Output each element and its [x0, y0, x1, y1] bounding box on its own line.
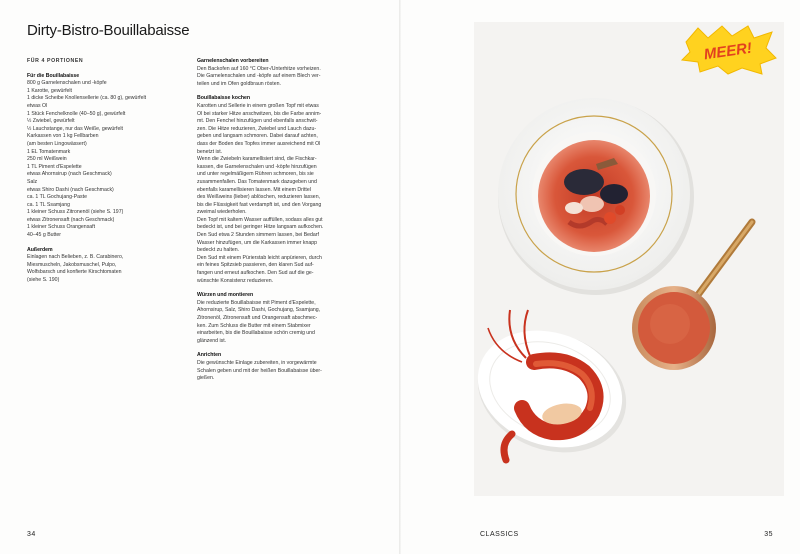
text-line: Wasser hinzufügen, um die Karkassen immer knapp	[197, 239, 318, 246]
text-line: Den Backofen auf 160 °C Ober-/Unterhitze vorheizen.	[197, 65, 321, 72]
text-line: 250 ml Weißwein	[27, 156, 67, 163]
text-line: ½ Lauchstange, nur das Weiße, gewürfelt	[27, 125, 123, 132]
text-line: etwas Öl	[27, 102, 48, 109]
text-line: Salz	[27, 178, 38, 185]
text-line: Die Garnelenschalen und -köpfe auf einem Blech ver-	[197, 73, 321, 80]
text-line: ebenfalls karamellisieren lassen. Mit einem Drittel	[197, 186, 311, 193]
book-gutter	[399, 0, 401, 554]
paragraph-gap	[197, 88, 357, 95]
text-line: 40–45 g Butter	[27, 232, 62, 239]
text-line: einarbeiten, bis die Bouillabaisse schön cremig und	[197, 330, 315, 337]
text-line: 800 g Garnelenschalen und -köpfe	[27, 80, 107, 87]
text-line: kassen, die Garnelenschalen und -köpfe hinzufügen	[197, 163, 317, 170]
text-line: ca. 1 TL Ssamjang	[27, 201, 70, 208]
text-line: dass der Boden des Topfes immer ausreichend mit Öl	[197, 140, 321, 147]
instructions-column	[197, 58, 357, 383]
paragraph-gap	[197, 345, 357, 352]
text-line: Ahornsirup, Salz, Shiro Dashi, Gochujang, Ssamjang,	[197, 307, 321, 314]
section-heading: Außerdem	[27, 246, 53, 253]
paragraph-gap	[197, 285, 357, 292]
text-line: ca. 1 TL Gochujang-Paste	[27, 194, 87, 201]
section-heading: Anrichten	[197, 352, 222, 359]
text-line: Den Sud mit einem Pürierstab leicht anpürieren, durch	[197, 254, 322, 261]
text-line: glänzend ist.	[197, 337, 227, 344]
text-line: bedeckt zu halten.	[197, 247, 240, 254]
text-line: 1 dicke Scheibe Knollensellerie (ca. 80 g), gewürfelt	[27, 95, 147, 102]
text-line: etwas Shiro Dashi (nach Geschmack)	[27, 186, 114, 193]
text-line: Wolfsbarsch und konfierte Kirschtomaten	[27, 269, 122, 276]
text-line: 1 kleiner Schuss Zitronenöl (siehe S. 197)	[27, 209, 124, 216]
text-line: Den Topf mit kaltem Wasser auffüllen, sodass alles gut	[197, 216, 323, 223]
section-heading: Bouillabaisse kochen	[197, 95, 251, 102]
text-line: zweimal wiederholen.	[197, 209, 247, 216]
text-line: 1 kleiner Schuss Orangensaft	[27, 224, 96, 231]
text-line: Den Sud etwa 2 Stunden simmern lassen, bei Bedarf	[197, 232, 319, 239]
text-line: ½ Zwiebel, gewürfelt	[27, 118, 75, 125]
text-line: 1 EL Tomatenmark	[27, 148, 71, 155]
paragraph-gap	[27, 66, 187, 73]
food-photo	[474, 22, 784, 496]
text-line: Die reduzierte Bouillabaisse mit Piment d'Espelette,	[197, 299, 316, 306]
text-line: gießen.	[197, 375, 215, 382]
text-line: Schalen geben und mit der heißen Bouillabaisse über-	[197, 367, 322, 374]
yield-label: FÜR 4 PORTIONEN	[27, 58, 84, 64]
section-heading: Für die Bouillabaisse	[27, 72, 80, 79]
text-line: zusammenfallen. Das Tomatenmark dazugeben und	[197, 178, 317, 185]
text-line: bis die Flüssigkeit fast verdampft ist, und den Vorgang	[197, 201, 322, 208]
text-line: (siehe S. 190)	[27, 277, 60, 284]
text-line: zen. Die Hitze reduzieren, Zwiebel und Lauch dazu-	[197, 125, 317, 132]
text-line: Die gewünschte Einlage zubereiten, in vorgewärmte	[197, 359, 317, 366]
text-line: 1 Stück Fenchelknolle (40–50 g), gewürfelt	[27, 110, 126, 117]
text-line: bedeckt ist, und bei geringer Hitze langsam aufkochen.	[197, 224, 324, 231]
text-line: Miesmuscheln, Jakobsmuschel, Pulpo,	[27, 261, 117, 268]
text-line: etwas Ahornsirup (nach Geschmack)	[27, 171, 112, 178]
text-line: 1 Karotte, gewürfelt	[27, 87, 72, 94]
page-number-right: 35	[764, 531, 773, 538]
recipe-title: Dirty-Bistro-Bouillabaisse	[27, 22, 190, 39]
text-line: wünschte Konsistenz reduzieren.	[197, 277, 274, 284]
text-line: ken. Zum Schluss die Butter mit einem Stabmixer	[197, 322, 311, 329]
ingredients-column	[27, 58, 187, 285]
text-line: fangen und erneut aufkochen. Den Sud auf die ge-	[197, 270, 314, 277]
section-label: CLASSICS	[480, 531, 519, 538]
section-heading: Garnelenschalen vorbereiten	[197, 58, 269, 64]
text-line: Karkassen von 1 kg Fellbarben	[27, 133, 99, 140]
text-line: mt. Den Fenchel hinzufügen und ebenfalls anschwit-	[197, 118, 318, 125]
text-line: Wenn die Zwiebeln karamellisiert sind, die Fischkar-	[197, 156, 317, 163]
text-line: Zitronenöl, Zitronensaft und Orangensaft abschmec-	[197, 315, 318, 321]
page-number-left: 34	[27, 531, 36, 538]
meer-badge-text: MEER!	[702, 39, 754, 64]
section-heading: Würzen und montieren	[197, 292, 254, 299]
text-line: benetzt ist.	[197, 148, 223, 155]
text-line: (am besten Lingowässert)	[27, 140, 87, 147]
text-line: Einlagen nach Belieben, z. B. Carabinero,	[27, 254, 124, 261]
text-line: 1 TL Piment d'Espelette	[27, 163, 82, 170]
text-line: geben und langsam schmoren. Dabei darauf achten,	[197, 133, 318, 140]
bouillabaisse-plate	[498, 98, 694, 295]
text-line: teilen und im Ofen goldbraun rösten.	[197, 80, 281, 87]
paragraph-gap	[27, 240, 187, 247]
text-line: Karotten und Sellerie in einem großen Topf mit etwas	[197, 102, 319, 109]
text-line: ein feines Spitzsieb passieren, den klaren Sud auf-	[197, 262, 314, 269]
meer-badge	[678, 24, 778, 76]
text-line: des Weißweins (lieber) ablöschen, reduzieren lassen,	[197, 194, 321, 201]
text-line: etwas Zitronensaft (nach Geschmack)	[27, 216, 115, 223]
text-line: Öl bei starker Hitze anschwitzen, bis die Farbe annim-	[197, 110, 322, 117]
text-line: und unter regelmäßigem Rühren schmoren, bis sie	[197, 171, 314, 178]
